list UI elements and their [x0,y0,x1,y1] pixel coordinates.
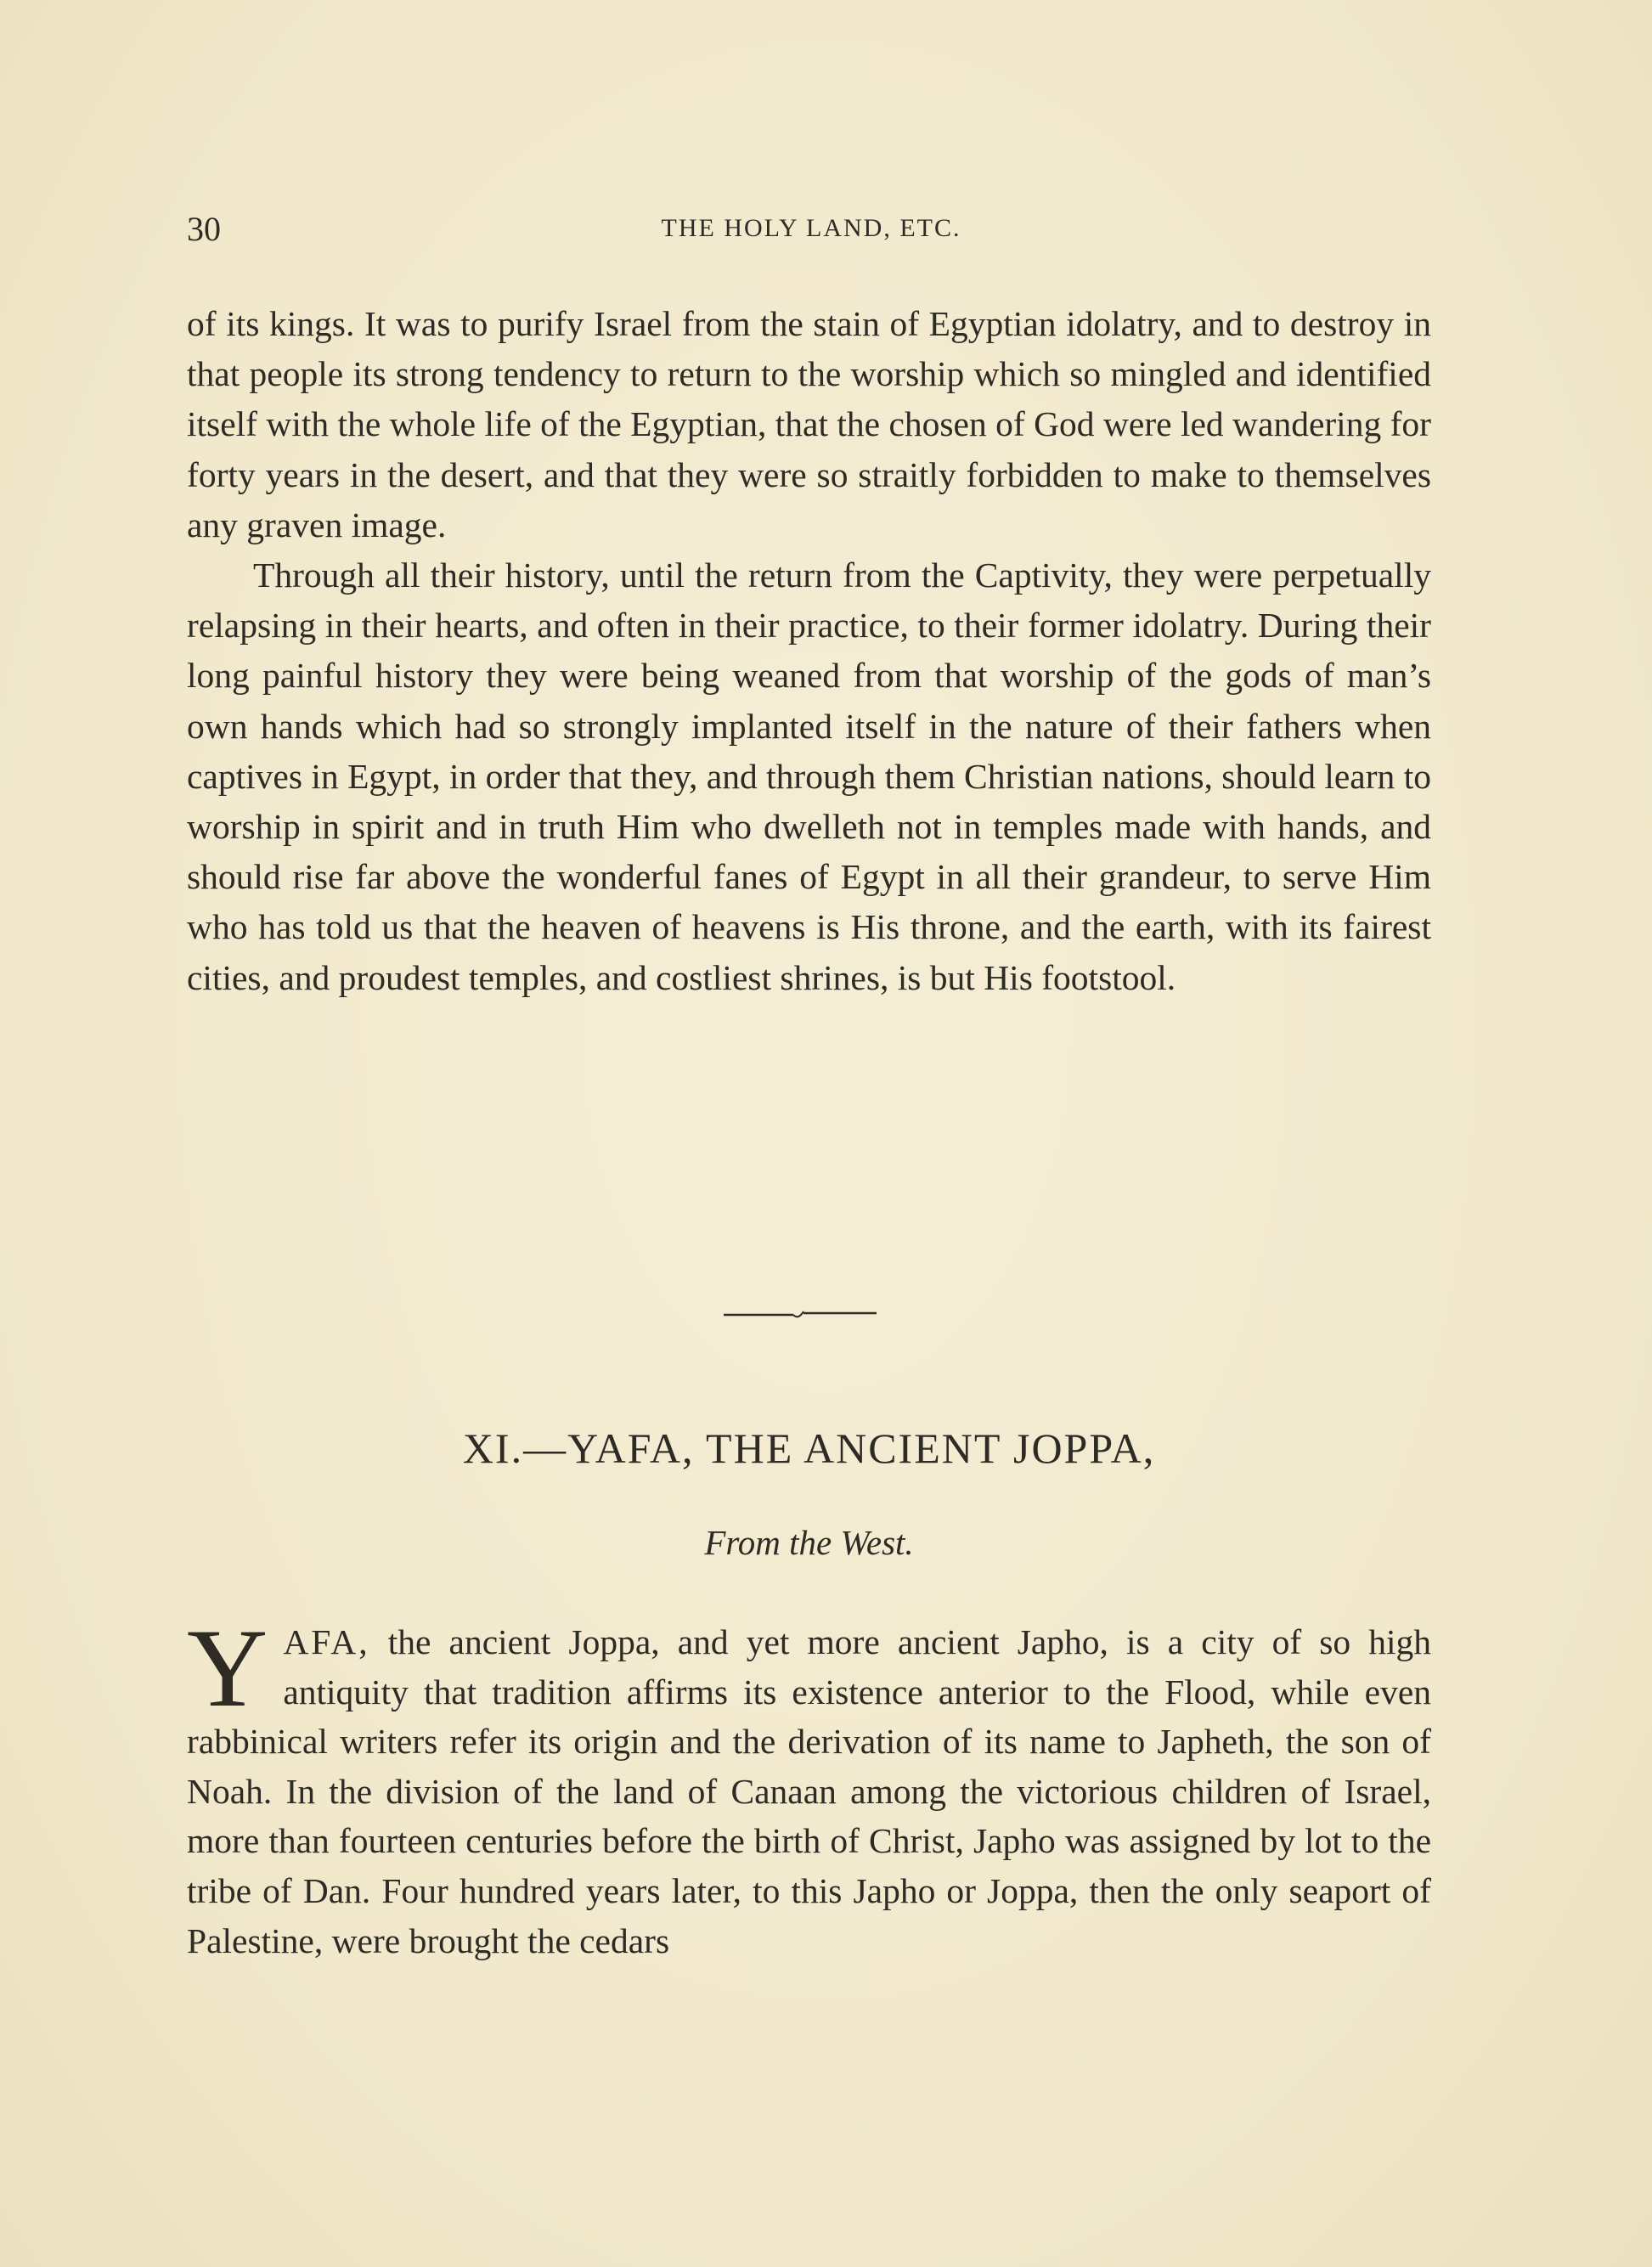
section-divider-ornament [724,1300,877,1325]
section-text: the ancient Joppa, and yet more ancient Japho, is a city of so high antiquity that tradition affirms its existence anterior to the Flood, while even rabbinical writers refer its origin and the derivation of its name to Japheth, the son of Noah. In the division of the land of Canaan among the victorious children of Israel, more than fourteen centuries before the birth of Christ, Japho was assigned by lot to the tribe of Dan. Four hundred years later, to this Japho or Joppa, then the only seaport of Palestine, were brought the cedars [187,1622,1431,1960]
section-subtitle: From the West. [704,1523,914,1562]
page-number: 30 [187,210,221,248]
paragraph-2: Through all their history, until the return from the Captivity, they were perpetually relapsing in their hearts, and often in their practice, to their former idolatry. During their long painful history they were being weaned from that worship of the gods of man’s own hands which had so strongly implanted itself in the nature of their fathers when captives in Egypt, in order that they, and through them Christian nations, should learn to worship in spirit and in truth Him who dwelleth not in temples made with hands, and should rise far above the wonderful fanes of Egypt in all their grandeur, to serve Him who has told us that the heaven of heavens is His throne, and the earth, with its fairest cities, and proudest temples, and costliest shrines, is but His footstool. [187,555,1431,997]
running-title: THE HOLY LAND, ETC. [661,214,961,242]
section-body [187,1605,1431,1965]
drop-cap: Y [187,1605,268,1730]
running-head [187,209,1435,251]
section-title: XI.—YAFA, THE ANCIENT JOPPA, [462,1424,1156,1472]
lead-word: AFA, [283,1622,370,1661]
section-paragraph [187,1605,1431,1965]
continued-text [187,299,1431,1003]
paragraph-1: of its kings. It was to purify Israel from the stain of Egyptian idolatry, and to destroy in that people its strong tendency to return to the worship which so mingled and identified itself with the whole life of the Egyptian, that the chosen of God were led wandering for forty years in the desert, and that they were so straitly forbidden to make to themselves any graven image. [187,304,1431,544]
